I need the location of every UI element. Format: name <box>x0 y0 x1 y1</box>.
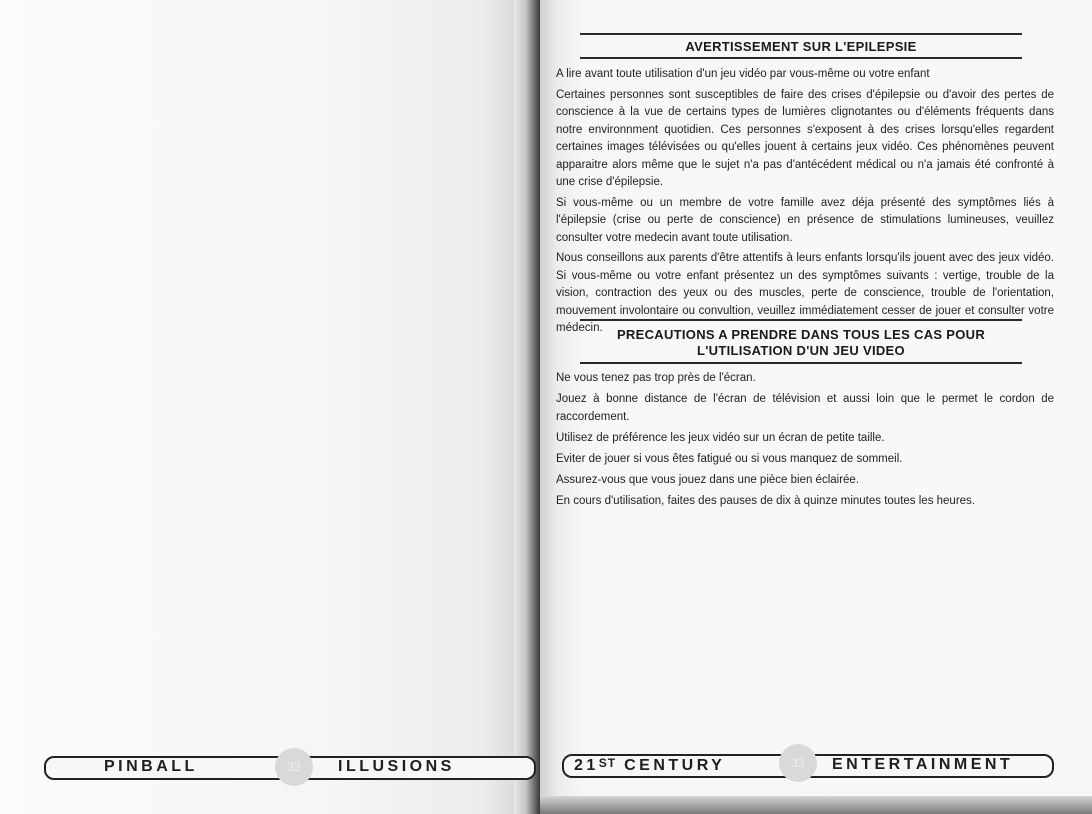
warning-body <box>556 66 1054 338</box>
precaution-item: Utilisez de préférence les jeux vidéo sur un écran de petite taille. <box>556 431 885 444</box>
warning-paragraph-intro: A lire avant toute utilisation d'un jeu vidéo par vous-même ou votre enfant <box>556 68 930 80</box>
warning-paragraph-3: Nous conseillons aux parents d'être attentifs à leurs enfants lorsqu'ils jouent avec des jeux vidéo. Si vous-même ou votre enfant présentez un des symptômes suivants : vertige, trouble de la vision, contraction des yeux ou des muscles, perte de conscience, trouble de l'orientation, mouvement involontaire ou convultion, veuillez immédiatement cesser de jouer et consulter votre médecin. <box>556 252 1054 334</box>
left-page-number: 32 <box>275 748 313 786</box>
page-edge-shadow <box>540 796 1092 814</box>
precautions-list <box>556 370 1054 514</box>
warning-paragraph-1: Certaines personnes sont susceptibles de faire des crises d'épilepsie ou d'avoir des pertes de conscience à la vue de certains types de lumières clignotantes ou d'éléments fréquents dans notre environnment quotidien. Ces personnes s'exposent à des crises lorsqu'elles regardent certaines images télévisées ou qu'elles jouent à certains jeux vidéo. Ces phénomènes peuvent apparaitre alors même que le sujet n'a pas d'antécédent médical ou n'a jamais été confronté à une crise d'épilepsie. <box>556 88 1054 188</box>
precaution-item: Assurez-vous que vous jouez dans une pièce bien éclairée. <box>556 473 860 486</box>
footer-century-word: CENTURY <box>624 757 726 774</box>
precaution-item: En cours d'utilisation, faites des pauses de dix à quinze minutes toutes les heures. <box>556 494 975 507</box>
footer-illusions-text: ILLUSIONS <box>338 758 455 775</box>
left-page <box>0 0 536 814</box>
precautions-title <box>580 319 1022 364</box>
footer-st-text: ST <box>598 756 617 770</box>
warning-paragraph-2: Si vous-même ou un membre de votre famille avez déja présenté des symptômes liés à l'épilepsie (crise ou perte de conscience) en présence de stimulations lumineuses, veuillez consulter votre medecin avant toute utilisation. <box>556 196 1054 244</box>
footer-pinball-text: PINBALL <box>104 758 198 775</box>
precautions-title-line-1: PRECAUTIONS A PRENDRE DANS TOUS LES CAS POUR <box>616 327 986 342</box>
right-page-number: 33 <box>779 744 817 782</box>
precaution-item: Jouez à bonne distance de l'écran de télévision et aussi loin que le permet le cordon de raccordement. <box>556 393 1054 423</box>
footer-21-text: 21 <box>574 757 599 774</box>
precaution-item: Ne vous tenez pas trop près de l'écran. <box>556 372 756 384</box>
warning-title: AVERTISSEMENT SUR L'EPILEPSIE <box>580 33 1022 59</box>
footer-entertainment-text: ENTERTAINMENT <box>832 756 1014 773</box>
footer-century-text <box>574 756 725 775</box>
precautions-title-line-2: L'UTILISATION D'UN JEU VIDEO <box>697 343 905 358</box>
precaution-item: Eviter de jouer si vous êtes fatigué ou si vous manquez de sommeil. <box>556 452 903 465</box>
